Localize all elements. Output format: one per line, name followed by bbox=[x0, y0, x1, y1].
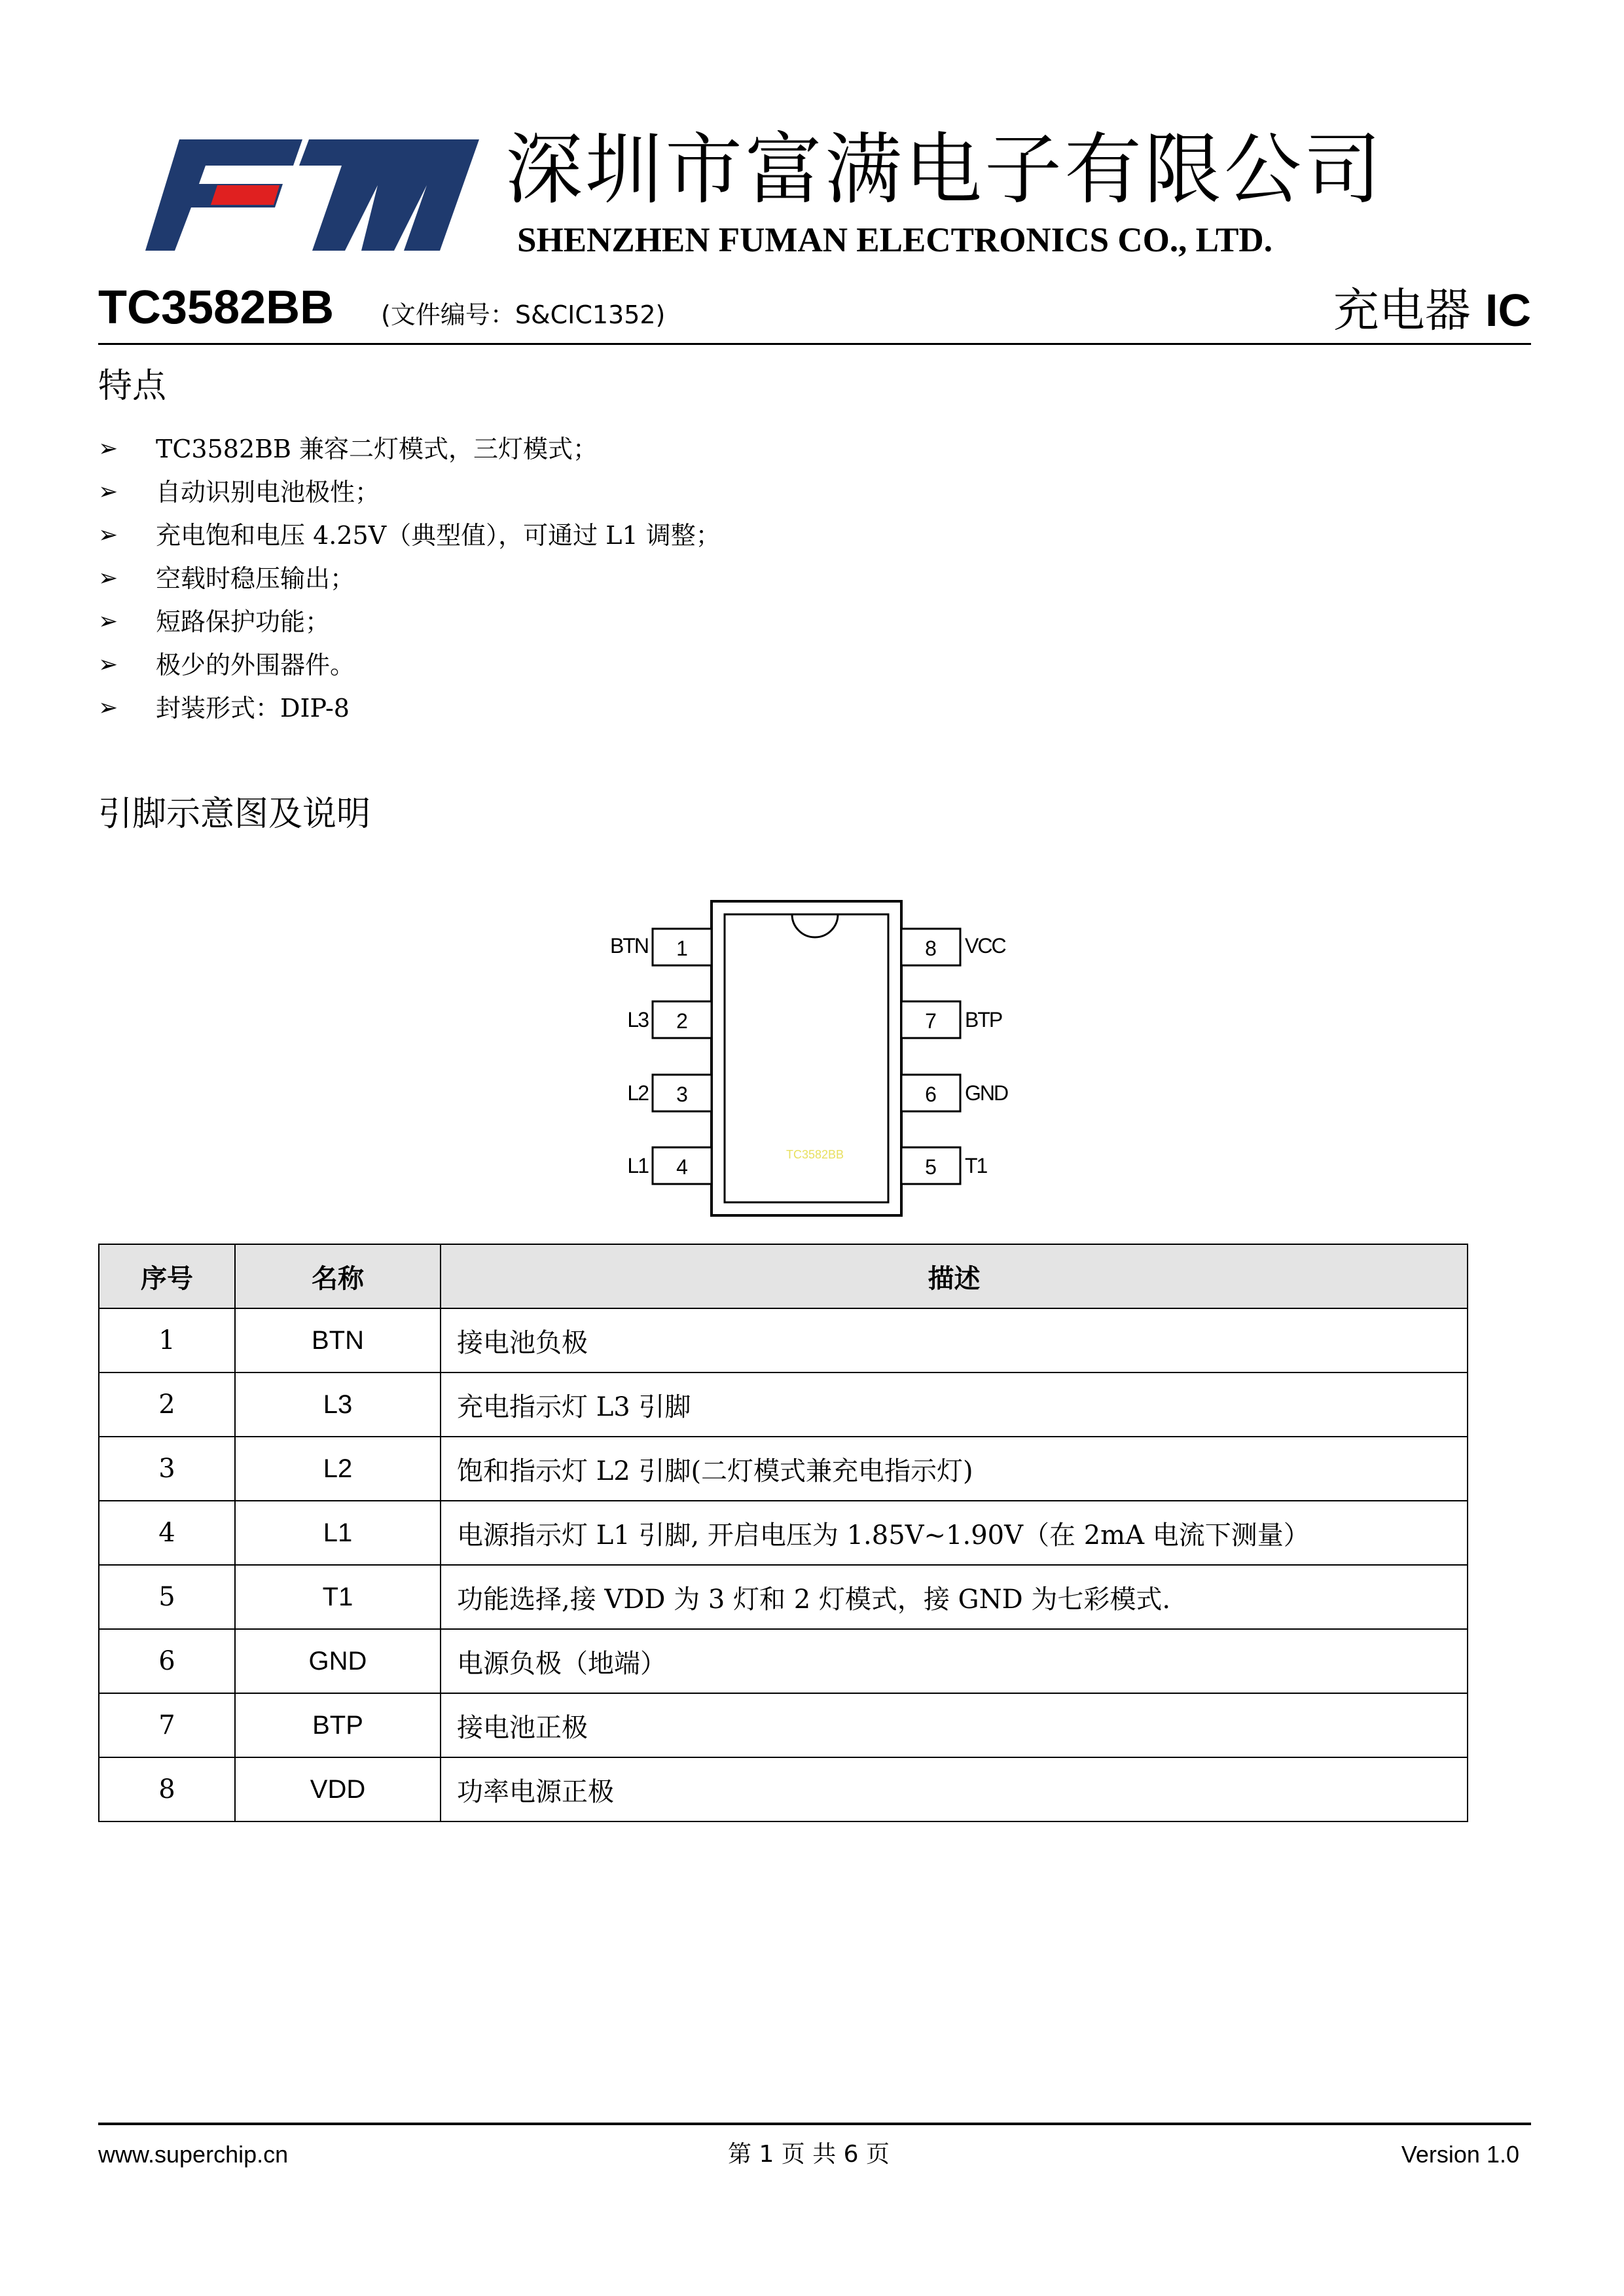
pin-label: T1 bbox=[965, 1154, 987, 1177]
pin-number: 8 bbox=[925, 937, 937, 960]
pinout-heading: 引脚示意图及说明 bbox=[98, 795, 371, 834]
table-row bbox=[99, 1693, 1468, 1757]
table-cell: 3 bbox=[99, 1437, 235, 1501]
pin-7 bbox=[901, 1001, 1002, 1038]
table-row bbox=[99, 1565, 1468, 1629]
table-cell: T1 bbox=[235, 1565, 441, 1629]
company-name-cn: 深圳市富满电子有限公司 bbox=[505, 124, 1384, 215]
bullet-arrow-icon: ➢ bbox=[98, 522, 118, 548]
pin-number: 1 bbox=[676, 937, 688, 960]
table-cell: 7 bbox=[99, 1693, 235, 1757]
footer-version: Version 1.0 bbox=[1401, 2141, 1519, 2168]
feature-text: 极少的外围器件。 bbox=[156, 651, 355, 679]
feature-text: 自动识别电池极性； bbox=[156, 478, 380, 507]
bullet-arrow-icon: ➢ bbox=[98, 478, 118, 505]
table-cell: BTP bbox=[235, 1693, 441, 1757]
table-row bbox=[99, 1757, 1468, 1821]
category-en: IC bbox=[1485, 285, 1531, 336]
pin-diagram bbox=[589, 877, 1047, 1230]
table-cell: L3 bbox=[235, 1372, 441, 1437]
pin-number: 7 bbox=[925, 1009, 937, 1033]
bullet-arrow-icon: ➢ bbox=[98, 651, 118, 678]
pin-number: 6 bbox=[925, 1083, 937, 1106]
table-row bbox=[99, 1437, 1468, 1501]
pin-4 bbox=[627, 1147, 712, 1184]
table-row bbox=[99, 1501, 1468, 1565]
table-header-row bbox=[99, 1244, 1468, 1308]
feature-text: 充电饱和电压 4.25V（典型值），可通过 L1 调整； bbox=[156, 521, 721, 550]
pin-1 bbox=[610, 929, 712, 965]
bullet-arrow-icon: ➢ bbox=[98, 435, 118, 462]
chip-mark: TC3582BB bbox=[785, 1148, 844, 1161]
pin-number: 3 bbox=[676, 1083, 688, 1106]
feature-text: TC3582BB 兼容二灯模式，三灯模式； bbox=[156, 435, 598, 463]
pin-number: 4 bbox=[676, 1155, 688, 1179]
table-row bbox=[99, 1308, 1468, 1372]
table-row bbox=[99, 1629, 1468, 1693]
pin-label: VCC bbox=[965, 934, 1005, 958]
company-logo bbox=[145, 139, 479, 251]
table-cell: BTN bbox=[235, 1308, 441, 1372]
table-cell: 充电指示灯 L3 引脚 bbox=[441, 1372, 1468, 1437]
pin-label: GND bbox=[965, 1081, 1008, 1105]
pin-description-table bbox=[98, 1244, 1468, 1822]
table-cell: 4 bbox=[99, 1501, 235, 1565]
pin-3 bbox=[627, 1075, 712, 1111]
product-category bbox=[1333, 283, 1531, 338]
bullet-arrow-icon: ➢ bbox=[98, 608, 118, 635]
column-header: 描述 bbox=[441, 1244, 1468, 1308]
pin-label: BTP bbox=[965, 1008, 1002, 1031]
table-cell: 电源指示灯 L1 引脚, 开启电压为 1.85V~1.90V（在 2mA 电流下测量） bbox=[441, 1501, 1468, 1565]
footer-divider bbox=[98, 2123, 1531, 2125]
table-cell: 6 bbox=[99, 1629, 235, 1693]
feature-text: 封装形式：DIP-8 bbox=[156, 694, 350, 723]
pin-8 bbox=[901, 929, 1005, 965]
footer-website[interactable]: www.superchip.cn bbox=[98, 2141, 289, 2168]
feature-text: 空载时稳压输出； bbox=[156, 564, 355, 593]
table-cell: 接电池负极 bbox=[441, 1308, 1468, 1372]
title-row bbox=[98, 274, 1531, 345]
features-heading: 特点 bbox=[98, 367, 167, 406]
company-name-en: SHENZHEN FUMAN ELECTRONICS CO., LTD. bbox=[517, 221, 1272, 259]
pin-number: 2 bbox=[676, 1009, 688, 1033]
pin-label: BTN bbox=[610, 934, 648, 958]
table-cell: 2 bbox=[99, 1372, 235, 1437]
pin-number: 5 bbox=[925, 1155, 937, 1179]
table-cell: 1 bbox=[99, 1308, 235, 1372]
table-cell: 电源负极（地端） bbox=[441, 1629, 1468, 1693]
table-cell: 功能选择,接 VDD 为 3 灯和 2 灯模式，接 GND 为七彩模式. bbox=[441, 1565, 1468, 1629]
bullet-arrow-icon: ➢ bbox=[98, 694, 118, 721]
pin-2 bbox=[627, 1001, 712, 1038]
table-cell: L2 bbox=[235, 1437, 441, 1501]
table-cell: 功率电源正极 bbox=[441, 1757, 1468, 1821]
table-cell: GND bbox=[235, 1629, 441, 1693]
category-cn: 充电器 bbox=[1333, 283, 1471, 337]
document-number: (文件编号：S&CIC1352) bbox=[381, 300, 666, 329]
bullet-arrow-icon: ➢ bbox=[98, 565, 118, 592]
pin-6 bbox=[901, 1075, 1008, 1111]
column-header: 名称 bbox=[235, 1244, 441, 1308]
table-row bbox=[99, 1372, 1468, 1437]
pin-label: L2 bbox=[627, 1081, 648, 1105]
table-cell: 5 bbox=[99, 1565, 235, 1629]
pin-label: L1 bbox=[627, 1154, 648, 1177]
feature-text: 短路保护功能； bbox=[156, 607, 331, 636]
table-cell: VDD bbox=[235, 1757, 441, 1821]
footer-page-number: 第 1 页 共 6 页 bbox=[728, 2141, 890, 2168]
column-header: 序号 bbox=[99, 1244, 235, 1308]
table-cell: 接电池正极 bbox=[441, 1693, 1468, 1757]
product-name: TC3582BB bbox=[98, 281, 334, 334]
table-cell: L1 bbox=[235, 1501, 441, 1565]
pin-label: L3 bbox=[627, 1008, 648, 1031]
table-cell: 8 bbox=[99, 1757, 235, 1821]
table-cell: 饱和指示灯 L2 引脚(二灯模式兼充电指示灯) bbox=[441, 1437, 1468, 1501]
pin-5 bbox=[901, 1147, 988, 1184]
